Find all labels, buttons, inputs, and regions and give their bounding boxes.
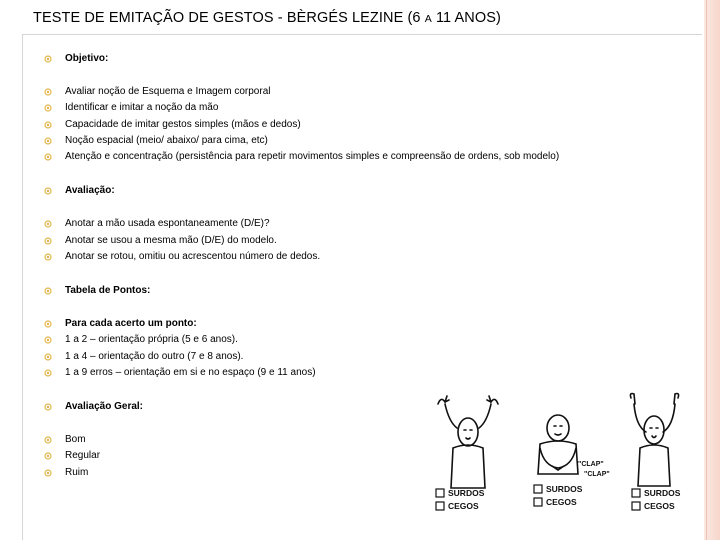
- bullet-circle-icon: [44, 369, 52, 377]
- bullet-circle-icon: [44, 121, 52, 129]
- bullet-circle-icon: [44, 220, 52, 228]
- slide-title-small: A: [424, 13, 432, 25]
- bullet-text: Atenção e concentração (persistência para repetir movimentos simples e compreensão de ordens, sob modelo): [65, 151, 560, 162]
- bullet-text: Noção espacial (meio/ abaixo/ para cima, etc): [65, 135, 268, 146]
- bullet-text: 1 a 9 erros – orientação em si e no espaço (9 e 11 anos): [65, 367, 316, 378]
- content-frame-left: [22, 34, 23, 540]
- bullet-circle-icon: [44, 55, 52, 63]
- figure-3-arms-raised: [630, 394, 678, 487]
- gesture-illustration: [428, 390, 696, 518]
- bullet-circle-icon: [44, 153, 52, 161]
- label-cegos-3: CEGOS: [644, 501, 675, 511]
- bullet-text: Bom: [65, 434, 86, 445]
- figure-2-clapping: [538, 415, 578, 474]
- clap-label-2: "CLAP": [584, 471, 610, 478]
- label-surdos-3: SURDOS: [644, 488, 681, 498]
- bullet-circle-icon: [44, 320, 52, 328]
- bullet-circle-icon: [44, 88, 52, 96]
- bullet-circle-icon: [44, 104, 52, 112]
- bullet-text: Anotar se usou a mesma mão (D/E) do modelo.: [65, 235, 277, 246]
- slide-title-end: 11 ANOS): [431, 10, 501, 26]
- label-surdos-1: SURDOS: [448, 488, 485, 498]
- decorative-side-band: [704, 0, 720, 540]
- label-surdos-2: SURDOS: [546, 484, 583, 494]
- bullet-circle-icon: [44, 187, 52, 195]
- title-divider: [22, 34, 702, 35]
- bullet-circle-icon: [44, 436, 52, 444]
- bullet-text: Ruim: [65, 467, 89, 478]
- bullet-text: Capacidade de imitar gestos simples (mãos e dedos): [65, 119, 301, 130]
- slide-title-main: TESTE DE EMITAÇÃO DE GESTOS - BÈRGÉS LEZINE (6: [33, 10, 425, 26]
- slide-title: [33, 10, 501, 26]
- bullet-text: Regular: [65, 450, 101, 461]
- bullet-text: Avaliação Geral:: [65, 401, 144, 412]
- bullet-text: Identificar e imitar a noção da mão: [65, 102, 219, 113]
- bullet-circle-icon: [44, 469, 52, 477]
- bullet-circle-icon: [44, 336, 52, 344]
- bullet-text: 1 a 4 – orientação do outro (7 e 8 anos).: [65, 351, 244, 362]
- bullet-text: Anotar se rotou, omitiu ou acrescentou número de dedos.: [65, 251, 321, 262]
- bullet-circle-icon: [44, 237, 52, 245]
- bullet-text: Anotar a mão usada espontaneamente (D/E)?: [65, 218, 270, 229]
- bullet-text: 1 a 2 – orientação própria (5 e 6 anos).: [65, 334, 238, 345]
- label-cegos-1: CEGOS: [448, 501, 479, 511]
- bullet-text: Para cada acerto um ponto:: [65, 318, 197, 329]
- bullet-circle-icon: [44, 403, 52, 411]
- bullet-circle-icon: [44, 353, 52, 361]
- bullet-circle-icon: [44, 137, 52, 145]
- bullet-text: Tabela de Pontos:: [65, 285, 151, 296]
- label-cegos-2: CEGOS: [546, 497, 577, 507]
- bullet-text: Objetivo:: [65, 53, 109, 64]
- bullet-circle-icon: [44, 287, 52, 295]
- bullet-text: Avaliação:: [65, 185, 115, 196]
- figure-1-arms-raised: [438, 396, 498, 488]
- bullet-text: Avaliar noção de Esquema e Imagem corporal: [65, 86, 271, 97]
- bullet-circle-icon: [44, 452, 52, 460]
- bullet-circle-icon: [44, 253, 52, 261]
- clap-label-1: "CLAP": [578, 461, 604, 468]
